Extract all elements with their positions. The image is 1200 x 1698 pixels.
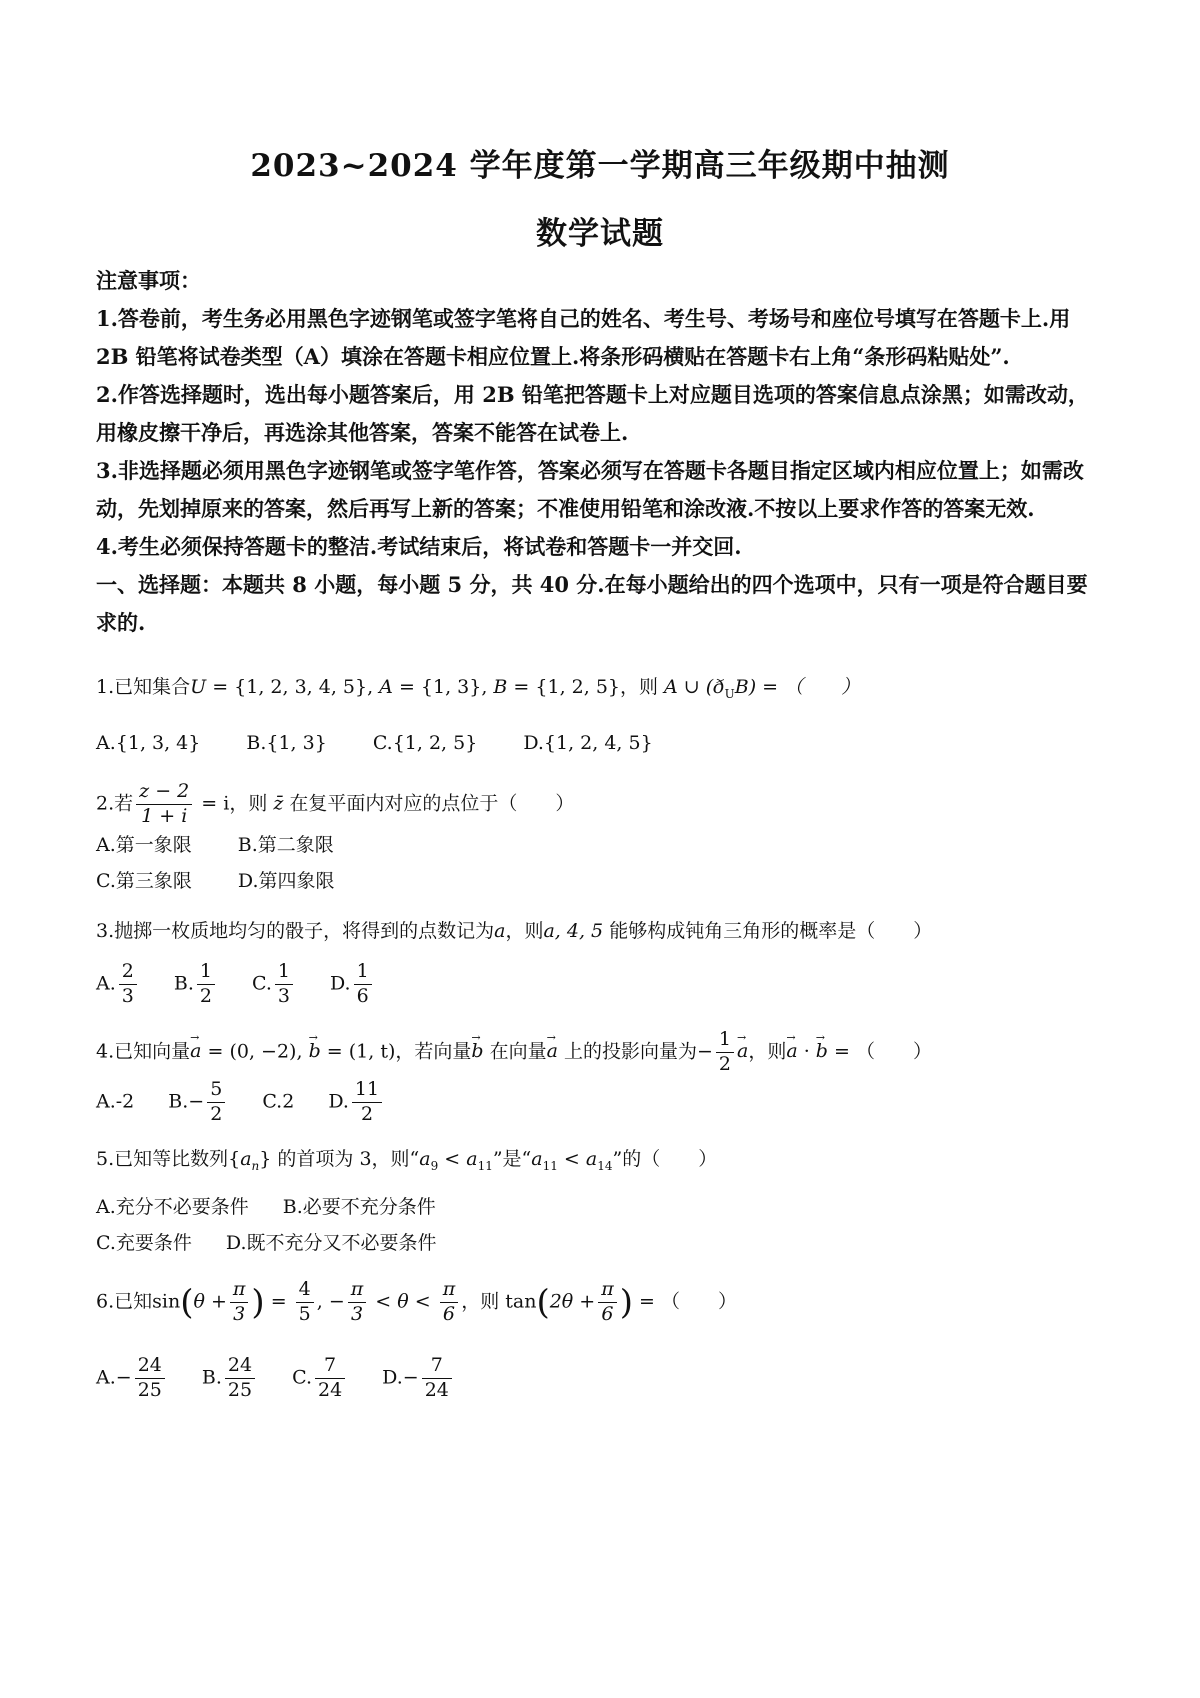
q4-vec-b-2: → b [471, 1036, 483, 1066]
notes-section [96, 262, 1108, 642]
q5-a9: a [419, 1148, 431, 1170]
q6-option-a-neg: − [115, 1366, 132, 1389]
q4-proj-den: 2 [718, 1052, 731, 1075]
question-6: 6.已知sin(θ + $\frac{\pi}{3}$ ) = $\frac{4}{5}$ , − $\frac{\pi}{3}$ < θ < $\frac{\pi}{6}$ ，则 tan(2θ + $\frac{\pi}{6}$ ) = （ ） [96, 1278, 737, 1325]
q4-text1: ，若向量 [395, 1040, 472, 1063]
q5-lt1: < [438, 1148, 467, 1170]
q4-vec-a-3: → a [737, 1036, 748, 1066]
note-item-1: 1.答卷前，考生务必用黑色字迹钢笔或签字笔将自己的姓名、考生号、考场号和座位号填写在答题卡上.用 2B 铅笔将试卷类型（A）填涂在答题卡相应位置上.将条形码横贴在答题卡右上角“条形码粘贴处”. [96, 306, 1071, 369]
q6-option-b-den: 25 [227, 1378, 253, 1401]
q5-a14: a [585, 1148, 598, 1170]
exam-subtitle: 数学试题 [536, 216, 664, 252]
q2-then: ，则 [229, 792, 274, 815]
q2-prefix: 2.若 [96, 792, 134, 815]
notes-heading: 注意事项： [96, 268, 201, 293]
q6-option-a-den: 25 [137, 1378, 162, 1401]
q4-neg: − [696, 1040, 713, 1063]
q4-text2: 在向量 [483, 1040, 547, 1063]
q3-option-a-num: 2 [119, 962, 137, 985]
q6-option-a-label: A. [96, 1366, 116, 1389]
q4-option-c: C.2 [262, 1090, 295, 1113]
q1-Bset: = {1, 2, 5} [507, 676, 620, 698]
q4-eq: = （ ） [827, 1040, 932, 1063]
q4-option-d-den: 2 [360, 1102, 374, 1125]
q6-cond2: < θ < [369, 1290, 437, 1313]
section-heading: 一、选择题：本题共 8 小题，每小题 5 分，共 40 分.在每小题给出的四个选项中，只有一项是符合题目要求的. [96, 572, 1088, 635]
q5-option-d: D.既不充分又不必要条件 [225, 1232, 437, 1254]
q4-vec-a-2: → a [547, 1036, 558, 1066]
q5-lt2: < [557, 1148, 586, 1170]
q5-an: a [240, 1148, 252, 1170]
q6-option-d-den: 24 [424, 1378, 449, 1401]
q6-tan: tan [505, 1290, 537, 1313]
q2-option-c: C.第三象限 [96, 870, 192, 892]
q1-option-a: A.{1, 3, 4} [96, 732, 201, 754]
q3-option-d-den: 6 [356, 984, 369, 1007]
q5-text2: } 的首项为 3，则“ [259, 1148, 420, 1170]
q6-three2: 3 [350, 1302, 364, 1325]
q4-vec-b-3: → b [816, 1036, 828, 1066]
q6-option-d-label: D. [382, 1366, 403, 1389]
q3-option-a-label: A. [96, 972, 116, 995]
question-5 [96, 1144, 717, 1181]
q6-sin: sin [152, 1290, 181, 1313]
q3-text3: 能够构成钝角三角形的概率是（ ） [603, 920, 933, 942]
q6-option-c-num: 7 [315, 1356, 345, 1379]
q6-prefix: 6.已知 [96, 1290, 153, 1313]
question-6-options [96, 1356, 455, 1401]
q4-option-a: A.-2 [96, 1090, 135, 1113]
q5-s11b: 11 [542, 1158, 558, 1173]
q1-option-c: C.{1, 2, 5} [372, 732, 478, 754]
q4-aval: = (0, −2), [201, 1040, 309, 1063]
q6-option-d-num: 7 [422, 1356, 452, 1379]
q5-text1: 5.已知等比数列{ [96, 1148, 241, 1170]
q4-option-b-den: 2 [210, 1102, 223, 1125]
q5-s9: 9 [430, 1158, 439, 1173]
question-5-options-row2 [96, 1228, 437, 1258]
q6-eq1: = [264, 1290, 293, 1313]
q4-option-b-label: B. [168, 1090, 189, 1113]
q6-theta: θ + [193, 1290, 227, 1313]
q1-expr: A ∪ (ð [664, 676, 725, 698]
q6-then: ，则 [461, 1290, 506, 1313]
note-item-3: 3.非选择题必须用黑色字迹钢笔或签字笔作答，答案必须写在答题卡各题目指定区域内相应位置上；如需改动，先划掉原来的答案，然后再写上新的答案；不准使用铅笔和涂改液.不按以上要求作答的答案无效. [96, 458, 1084, 521]
q6-pi: π [230, 1280, 249, 1303]
question-2-options-row1 [96, 830, 334, 860]
q6-three: 3 [233, 1302, 246, 1325]
q4-dot: · [797, 1040, 816, 1063]
q4-bval: = (1, t) [320, 1040, 396, 1063]
q6-two-theta: 2θ + [549, 1290, 596, 1313]
q3-option-a-den: 3 [121, 984, 134, 1007]
q4-vec-a-4: → a [786, 1036, 797, 1066]
q1-then: ，则 [620, 676, 665, 698]
q2-suffix: 在复平面内对应的点位于（ ） [283, 792, 575, 815]
q3-option-c-num: 1 [275, 962, 293, 985]
q5-option-b: B.必要不充分条件 [282, 1196, 436, 1218]
q6-option-d-neg: − [402, 1366, 419, 1389]
q6-five: 5 [298, 1302, 311, 1325]
q6-eq2: = （ ） [632, 1290, 737, 1313]
q1-option-d: D.{1, 2, 4, 5} [523, 732, 653, 754]
q1-B: B [493, 676, 508, 698]
q4-option-b-neg: − [188, 1090, 205, 1113]
q3-option-d-label: D. [329, 972, 351, 995]
q6-option-b-num: 24 [225, 1356, 255, 1379]
q2-option-d: D.第四象限 [237, 870, 335, 892]
question-3-options [96, 962, 375, 1007]
question-4 [96, 1030, 932, 1075]
q4-vec-a: → a [190, 1036, 201, 1066]
q5-option-c: C.充要条件 [96, 1232, 192, 1254]
q1-option-b: B.{1, 3} [246, 732, 327, 754]
q6-pi4: π [598, 1280, 617, 1303]
q4-prefix: 4.已知向量 [96, 1040, 191, 1063]
q6-option-c-label: C. [292, 1366, 312, 1389]
q1-Uset: = {1, 2, 3, 4, 5}, [206, 676, 380, 698]
q3-option-b-label: B. [173, 972, 194, 995]
q5-text3: ”是“ [492, 1148, 532, 1170]
q6-six: 6 [442, 1302, 455, 1325]
q6-option-c-den: 24 [317, 1378, 343, 1401]
q3-a: a [494, 920, 506, 942]
q4-vec-b: → b [309, 1036, 321, 1066]
question-3 [96, 916, 932, 946]
q1-U: U [190, 676, 207, 698]
q2-zbar: z̄ [273, 792, 284, 815]
question-1 [96, 672, 860, 709]
q6-four: 4 [296, 1280, 314, 1303]
q6-six2: 6 [601, 1302, 614, 1325]
q1-A: A [379, 676, 393, 698]
question-2-options-row2 [96, 866, 335, 896]
q4-option-d-num: 11 [352, 1080, 382, 1103]
q2-frac-den: 1 + i [141, 804, 188, 827]
question-5-options-row1 [96, 1192, 436, 1222]
q3-option-c-label: C. [251, 972, 272, 995]
q1-sub: U [724, 686, 735, 701]
question-1-options [96, 728, 653, 758]
q2-option-b: B.第二象限 [237, 834, 334, 856]
q3-option-d-num: 1 [354, 962, 372, 985]
q3-text2: ，则 [505, 920, 544, 942]
q6-option-a-num: 24 [135, 1356, 165, 1379]
q4-text4: ，则 [748, 1040, 787, 1063]
exam-title: 2023~2024 学年度第一学期高三年级期中抽测 [250, 148, 950, 184]
q2-eq: = i [195, 792, 230, 815]
q3-option-c-den: 3 [277, 984, 290, 1007]
q5-n: n [251, 1158, 260, 1173]
q2-frac-num: z − 2 [136, 782, 192, 805]
q6-pi2: π [348, 1280, 367, 1303]
q4-option-d-label: D. [328, 1090, 349, 1113]
q5-a11b: a [531, 1148, 543, 1170]
q3-text1: 3.抛掷一枚质地均匀的骰子，将得到的点数记为 [96, 920, 495, 942]
q2-option-a: A.第一象限 [96, 834, 192, 856]
note-item-4: 4.考生必须保持答题卡的整洁.考试结束后，将试卷和答题卡一并交回. [96, 534, 742, 559]
q3-vars: a, 4, 5 [543, 920, 604, 942]
q6-cond1: , − [316, 1290, 345, 1313]
q1-expr2: B) = （ ） [734, 676, 861, 698]
q3-option-b-num: 1 [197, 962, 215, 985]
q1-prefix: 1.已知集合 [96, 676, 191, 698]
question-2 [96, 782, 574, 827]
question-4-options [96, 1080, 385, 1125]
q5-a11: a [466, 1148, 478, 1170]
q3-option-b-den: 2 [199, 984, 212, 1007]
q5-s14: 14 [597, 1158, 613, 1173]
q4-text3: 上的投影向量为 [557, 1040, 697, 1063]
q4-proj-num: 1 [716, 1030, 734, 1053]
q4-option-b-num: 5 [207, 1080, 225, 1103]
note-item-2: 2.作答选择题时，选出每小题答案后，用 2B 铅笔把答题卡上对应题目选项的答案信息点涂黑；如需改动，用橡皮擦干净后，再选涂其他答案，答案不能答在试卷上. [96, 382, 1089, 445]
q6-pi3: π [440, 1280, 459, 1303]
q1-Aset: = {1, 3}, [392, 676, 494, 698]
q6-option-b-label: B. [201, 1366, 222, 1389]
q5-text4: ”的（ ） [612, 1148, 718, 1170]
q5-option-a: A.充分不必要条件 [96, 1196, 249, 1218]
q5-s11: 11 [477, 1158, 493, 1173]
